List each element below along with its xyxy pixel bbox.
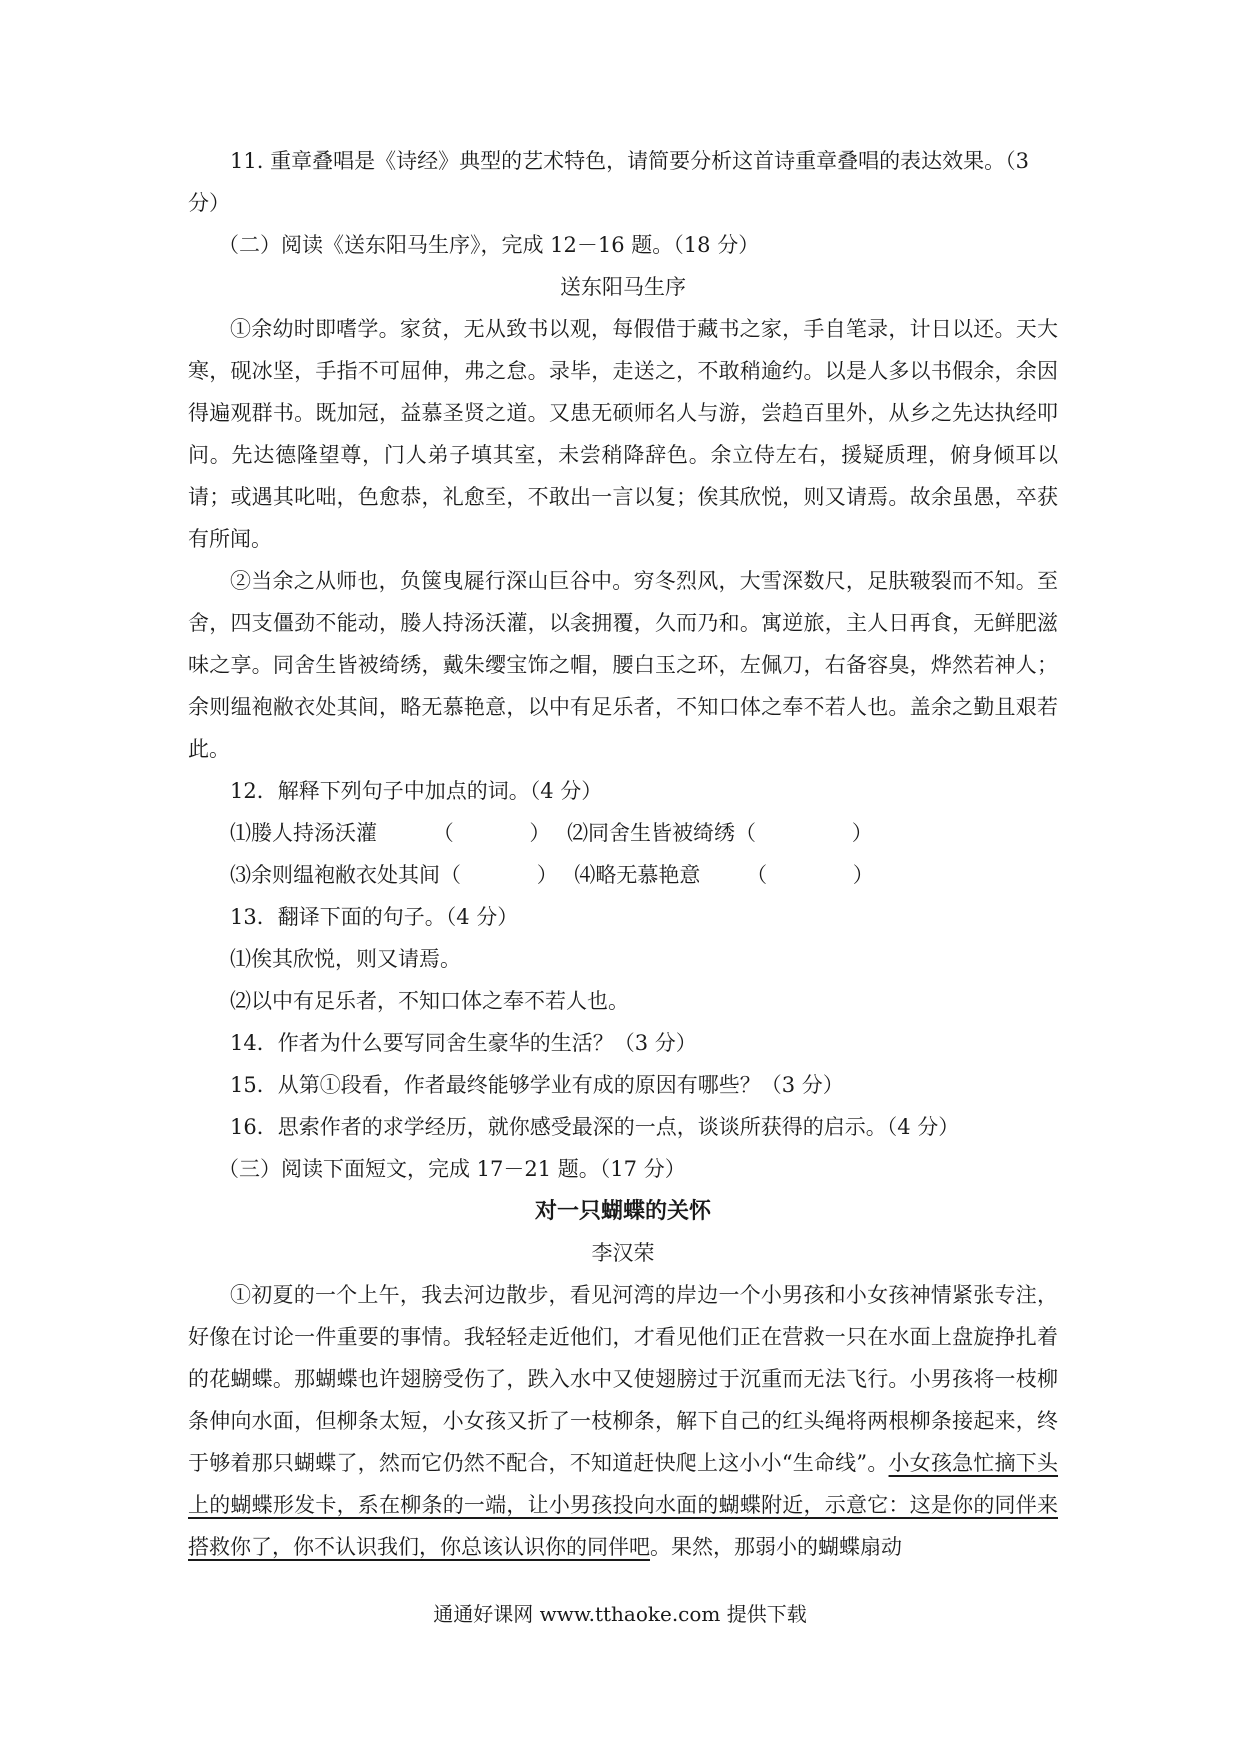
question-13-sentence-2: ⑵以中有足乐者，不知口体之奉不若人也。 [230,989,629,1013]
question-12-row-1 [188,812,1058,854]
q12-item-2: ⑵同舍生皆被绮绣（ [567,821,757,845]
question-14: 14．作者为什么要写同舍生豪华的生活？（3 分） [230,1031,697,1055]
question-16: 16．思索作者的求学经历，就你感受最深的一点，谈谈所获得的启示。（4 分） [230,1115,960,1139]
q12-blank-1-open: （ [432,821,454,845]
section-2-title: 送东阳马生序 [560,275,686,299]
q12-blank-4-close: ） [852,863,874,887]
exam-page [188,140,1058,1568]
question-12-row-2 [188,854,1058,896]
section-3-header: （三）阅读下面短文，完成 17－21 题。（17 分） [218,1157,686,1181]
question-13-prompt: 13．翻译下面的句子。（4 分） [230,905,519,929]
question-13-sentence-1: ⑴俟其欣悦，则又请焉。 [230,947,461,971]
section-3-paragraph-1 [188,1274,1058,1568]
question-15: 15．从第①段看，作者最终能够学业有成的原因有哪些？（3 分） [230,1073,844,1097]
page-footer: 通通好课网 www.tthaoke.com 提供下载 [433,1602,807,1626]
q12-item-1: ⑴媵人持汤沃灌 [230,821,377,845]
q12-blank-3-close: ） [536,863,558,887]
q12-blank-4-open: （ [746,863,768,887]
paragraph-1-underlined-text: 小女孩急忙摘下头上的蝴蝶形发卡，系在柳条的一端，让小男孩投向水面的蝴蝶附近，示意它：这是你的同伴来搭救你了，你不认识我们，你总该认识你的同伴吧 [188,1451,1059,1559]
question-11-line2: 分） [188,191,230,215]
paragraph-1-text: ①初夏的一个上午，我去河边散步，看见河湾的岸边一个小男孩和小女孩神情紧张专注，好像在讨论一件重要的事情。我轻轻走近他们，才看见他们正在营救一只在水面上盘旋挣扎着的花蝴蝶。那蝴蝶也许翅膀受伤了，跌入水中又使翅膀过于沉重而无法飞行。小男孩将一枝柳条伸向水面，但柳条太短，小女孩又折了一枝柳条，解下自己的红头绳将两根柳条接起来，终于够着那只蝴蝶了，然而它仍然不配合，不知道赶快爬上这小小“生命线”。 [188,1283,1058,1475]
question-12-prompt: 12．解释下列句子中加点的词。（4 分） [230,779,603,803]
q12-blank-1-close: ） [529,821,551,845]
q12-item-3: ⑶余则缊袍敝衣处其间（ [230,863,461,887]
section-3-title: 对一只蝴蝶的关怀 [534,1198,711,1224]
question-11-line1: 11. 重章叠唱是《诗经》典型的艺术特色，请简要分析这首诗重章叠唱的表达效果。（3 [230,149,1029,173]
section-2-header: （二）阅读《送东阳马生序》，完成 12－16 题。（18 分） [218,233,760,257]
section-2-paragraph-1: ①余幼时即嗜学。家贫，无从致书以观，每假借于藏书之家，手自笔录，计日以还。天大寒，砚冰坚，手指不可屈伸，弗之怠。录毕，走送之，不敢稍逾约。以是人多以书假余，余因得遍观群书。既加冠，益慕圣贤之道。又患无硕师名人与游，尝趋百里外，从乡之先达执经叩问。先达德隆望尊，门人弟子填其室，未尝稍降辞色。余立侍左右，援疑质理，俯身倾耳以请；或遇其叱咄，色愈恭，礼愈至，不敢出一言以复；俟其欣悦，则又请焉。故余虽愚，卒获有所闻。 [188,317,1058,551]
q12-blank-2-close: ） [851,821,873,845]
section-2-paragraph-2: ②当余之从师也，负箧曳屣行深山巨谷中。穷冬烈风，大雪深数尺，足肤皲裂而不知。至舍，四支僵劲不能动，媵人持汤沃灌，以衾拥覆，久而乃和。寓逆旅，主人日再食，无鲜肥滋味之享。同舍生皆被绮绣，戴朱缨宝饰之帽，腰白玉之环，左佩刀，右备容臭，烨然若神人；余则缊袍敝衣处其间，略无慕艳意，以中有足乐者，不知口体之奉不若人也。盖余之勤且艰若此。 [188,569,1058,761]
paragraph-1-tail: 。果然，那弱小的蝴蝶扇动 [650,1535,902,1559]
q12-item-4: ⑷略无慕艳意 [574,863,701,887]
section-3-author: 李汉荣 [591,1241,655,1265]
